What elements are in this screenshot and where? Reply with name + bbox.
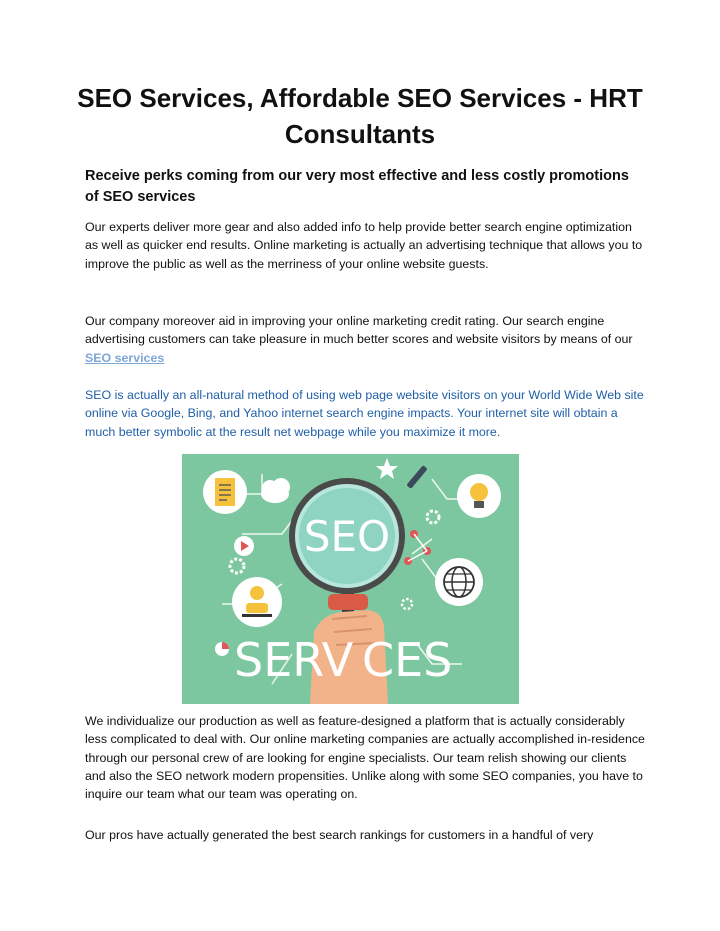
services-caption-right: CES: [362, 633, 453, 687]
paragraph-2: [85, 312, 645, 367]
paragraph-5: Our pros have actually generated the best search rankings for customers in a handful of very: [85, 828, 594, 842]
seo-illustration-graphic: [182, 454, 519, 704]
seo-services-link[interactable]: SEO services: [85, 350, 165, 365]
wrench-icon: [406, 465, 427, 489]
star-icon: [376, 458, 398, 479]
play-icon: [234, 536, 254, 556]
pie-chart-icon: [215, 642, 229, 656]
network-icon: [404, 530, 431, 565]
settings-gear-icon: [427, 511, 439, 523]
small-gear-icon: [402, 599, 412, 609]
page-subtitle: Receive perks coming from our very most effective and less costly promotions of SEO services: [85, 168, 629, 205]
paragraph-2-text: Our company moreover aid in improving your online marketing credit rating. Our search engine advertising customers can take pleasure in much better scores and website visitors by means of our: [85, 314, 633, 347]
user-icon: [232, 577, 282, 627]
paragraph-4: We individualize our production as well as feature-designed a platform that is actually considerably less complicated to deal with. Our online marketing companies are actually accomplished in-residence through our personal crew of are looking for engine specialists. Our team relish showing our clients and also the SEO network modern propensities. Unlike along with some SEO companies, you have to inquire our team what our team was operating on.: [85, 714, 645, 802]
paragraph-1: Our experts deliver more gear and also added info to help provide better search engine optimization as well as quicker end results. Online marketing is actually an advertising technique that allows you to improve the public as well as the merriness of your online website guests.: [85, 220, 643, 271]
page-title: SEO Services, Affordable SEO Services - HRT Consultants: [77, 83, 643, 149]
document-icon: [203, 470, 247, 514]
gear-icon: [230, 559, 244, 573]
cloud-icon: [261, 478, 290, 503]
paragraph-3: SEO is actually an all-natural method of using web page website visitors on your World Wide Web site online via Google, Bing, and Yahoo internet search engine impacts. Your internet site will obtain a much better symbolic at the result net webpage while you maximize it more.: [85, 388, 644, 439]
lightbulb-icon: [457, 474, 501, 518]
globe-icon: [435, 558, 483, 606]
seo-services-illustration: [182, 454, 519, 704]
services-caption-left: SERV: [234, 633, 354, 687]
lens-seo-text: SEO: [303, 512, 391, 561]
